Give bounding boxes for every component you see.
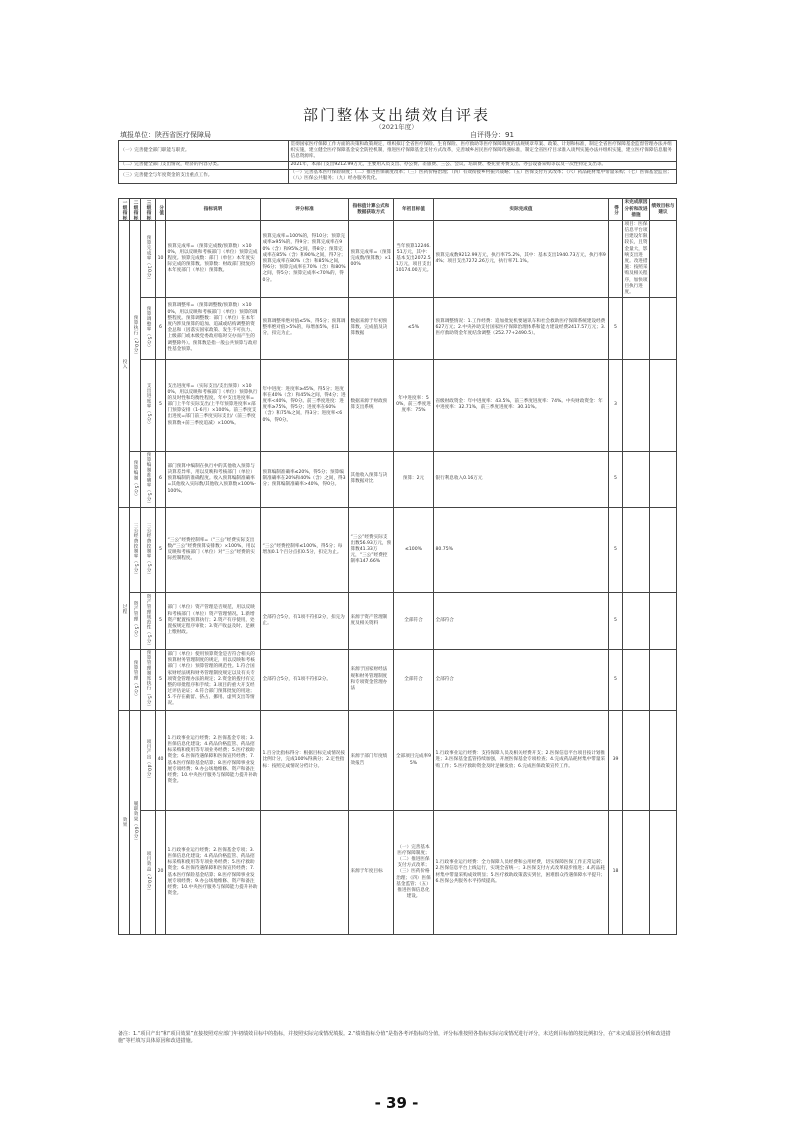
weight-cell: 10: [156, 221, 166, 297]
explain-cell: 1.行政事业运行经费；2.医保基金专项；3.医保信息化建设；4.药品价格监管、药品招标采购和使用等专项业务经费；5.医疗救助资金；6.医保待遇保障和医保宣传经费；7.基本医疗保险基金结算；8.医疗保障事业发展专项经费；9.办公场地维修、资产和备注经费；10.中央医疗服务与保障能力提升补助资金。: [166, 711, 261, 811]
explain-cell: 1.行政事业运行经费；2.医保基金专项；3.医保信息化建设；4.药品价格监管、药品招标采购和使用等专项业务经费；5.医疗救助资金；6.医保待遇保障和医保宣传经费；7.基本医疗保险基金结算；8.医疗保障事业发展专项经费；9.办公场地维修、资产和备注经费；10.中央医疗服务与保障能力提升补助资金。: [166, 811, 261, 935]
source-cell: 来源于年度目标: [349, 811, 394, 935]
standard-cell: 预算调整率绝对值≤5%，得5分；预算调整率绝对值>5%的，每增加5%，扣1分，扣完为止。: [261, 297, 349, 359]
info-row: [119, 141, 677, 162]
advice-cell: [650, 221, 677, 297]
level1-cell: 效果: [119, 711, 130, 935]
reason-cell: [623, 451, 650, 507]
header-source: 指标值计算公式和数据获取方式: [349, 199, 394, 221]
advice-cell: [650, 297, 677, 359]
actual-cell: 全部符合: [434, 593, 609, 649]
info-label: （三）完善健全与年度资金的支出重点工作。: [119, 169, 289, 183]
level1-cell: 投入: [119, 221, 130, 508]
actual-cell: 全部符合: [434, 649, 609, 711]
score-cell: 5: [609, 593, 623, 649]
reason-cell: 项目：医保信息平台项目建设年限较长，且资金量大，影响支出进度。改进措施：按照采购及相关程序，加快项目执行进度。: [623, 221, 650, 297]
target-cell: 全部符合: [394, 593, 434, 649]
score-cell: 5: [609, 451, 623, 507]
level3-cell: 预算完成率（10分）: [141, 221, 156, 297]
table-row: [119, 593, 677, 649]
explain-cell: 部门（单位）使用预算资金是否符合相关的预算财务管理制度的规定，用以反映和考核部门（单位）预算管理的规范性。1.符合国家财经法规和财务管理制度规定以及有关专项资金管理办法的规定；2.资金的拨付有完整的审批程序和手续；3.项目的重大开支经过评估论证；4.符合部门预算批复的用途；5.不存在截留、挤占、挪用、虚列支出等情况。: [166, 649, 261, 711]
source-cell: 来源于国家财经法规和财务管理制度和专项资金管理办法: [349, 649, 394, 711]
table-row: [119, 297, 677, 359]
level3-cell: 资产管理规范性（5分）: [141, 593, 156, 649]
level2-cell: 履职效果（60分）: [130, 711, 141, 935]
reason-cell: [623, 649, 650, 711]
level3-cell: 预算管理制度执行（5分）: [141, 649, 156, 711]
source-cell: 其他收入预算与决算数据对比: [349, 451, 394, 507]
score-cell: [609, 221, 623, 297]
actual-cell: 1.行政事业运行经费：全力保障人员经费和公用经费，切实保障医保工作正常运转；2.医保信息平台上线运行，实现全省统一；3.医保支付方式改革稳步推进；4.药品耗材集中带量采购成效明显；5.医疗救助政策落实到位，困难群众待遇保障水平提升；6.医保公共服务水平持续提高。: [434, 811, 609, 935]
level3-cell: 项目效益（20分）: [141, 811, 156, 935]
actual-cell: 省级财政资金：年中进度率：43.5%，前三季度进度率：74%。中央财政资金：年中进度率：32.71%，前三季度进度率：30.31%。: [434, 359, 609, 451]
explain-cell: 预算完成率=（预算完成数/预算数）×100%，用以反映和考核部门（单位）预算完成程度。预算完成数：部门（单位）本年度实际完成的预算数。预算数：财政部门批复的本年度部门（单位）预算数。: [166, 221, 261, 297]
advice-cell: [650, 593, 677, 649]
score-cell: 18: [609, 811, 623, 935]
score-cell: 39: [609, 711, 623, 811]
info-value: 2021年，本部门支出9212.99万元，主要用入员支出、办公费、差旅费、三公、会议、培训费、委托业务费支出、办公设备采购等以及一次性特定支出等。: [289, 161, 677, 169]
weight-cell: 5: [156, 593, 166, 649]
header-explain: 指标说明: [166, 199, 261, 221]
unit-label: 填报单位：陕西省医疗保障局: [120, 131, 211, 139]
header-target: 年初目标值: [394, 199, 434, 221]
source-cell: 来源于部门年度绩效报告: [349, 711, 394, 811]
actual-cell: 银行利息收入0.16万元: [434, 451, 609, 507]
level3-cell: 预算调整率（5分）: [141, 297, 156, 359]
target-cell: ≤5%: [394, 297, 434, 359]
reason-cell: [623, 593, 650, 649]
header-weight: 分值: [156, 199, 166, 221]
header-standard: 评分标准: [261, 199, 349, 221]
target-cell: 全部符合: [394, 649, 434, 711]
header-row: [119, 199, 677, 221]
target-cell: （一）完善基本医疗保障制度；（二）推进医保支付方式改革；（三）医药价格治理；（四）医保基金监管；（五）推进医保信息化建设。: [394, 811, 434, 935]
actual-cell: 预算完成数9212.99万元，执行率75.2%，其中：基本支出1940.73万元，执行率94%；项目支出7272.26万元，执行率71.1%。: [434, 221, 609, 297]
reason-cell: [623, 297, 650, 359]
info-row: [119, 169, 677, 183]
target-cell: 预算：2元: [394, 451, 434, 507]
source-cell: 预算完成率=（预算完成数/预算数）×100%: [349, 221, 394, 297]
explain-cell: 部门预算中编制在执行中的其他收入预算与决算差异率，用以反映和考核部门（单位）预算编制的准确程度。收入预算编制准确率=其他收入实际数/其他收入预算数×100%-100%。: [166, 451, 261, 507]
level3-cell: 项目产出（40分）: [141, 711, 156, 811]
reason-cell: [623, 811, 650, 935]
actual-cell: 1.行政事业运行经费：支持保障人员及相关经费开支；2.医保信息平台项目按计划推进；3.医保基金监管持续加强，开展医保基金专项检查；4.完成药品耗材集中带量采购工作；5.医疗救助资金及时足额发放；6.完成医保政策宣传工作。: [434, 711, 609, 811]
explain-cell: 部门（单位）资产管理是否规范，用以反映和考核部门（单位）资产管理情况。1.新增资产配置按预算执行；2.资产有序使用，处置按规定程序审批；3.资产收益及时、足额上缴财政。: [166, 593, 261, 649]
info-value: 贯彻国家医疗保障工作方面的决策和政策规定，组织拟订全省医疗保险、生育保险、医疗救助等医疗保障制度的法规规章草案、政策、计划和标准，制定全省医疗保障基金监督管理办法并组织实施，建立健全医疗保障基金安全防控机制，推进医疗保障基金支付方式改革，完善城乡居民医疗保障待遇标准，制定全省医疗目录准入谈判实施办法并组织实施，建立医疗保障信息服务信息资源库。: [289, 141, 677, 162]
weight-cell: 5: [156, 508, 166, 593]
info-row: [119, 161, 677, 169]
reason-cell: [623, 508, 650, 593]
explain-cell: 支出进度率=（实际支出/支出预算）×100%，用以反映和考核部门（单位）预算执行的及时性和均衡性程度。年中支出进度率=部门上半年实际支出/上半年预算进度率×部门预算安排（1-6月）×100%。前三季度支出进度=部门前三季度实际支出/（前三季度预算数+前三季度追减）×100%。: [166, 359, 261, 451]
source-cell: 数据来源于年初预算数、完成值及决算数据: [349, 297, 394, 359]
level2-cell: 预算编制（5分）: [130, 451, 141, 507]
header-actual: 实际完成值: [434, 199, 609, 221]
explain-cell: “三公”经费控制率=（“三公”经费实际支出数/“三公”经费预算安排数）×100%，用以反映和考核部门（单位）对“三公”经费的实际控制程度。: [166, 508, 261, 593]
reason-cell: [623, 711, 650, 811]
level3-cell: 支出进度率（5分）: [141, 359, 156, 451]
page-number: - 39 -: [374, 1094, 419, 1112]
page-title: 部门整体支出绩效自评表: [302, 106, 490, 124]
standard-cell: 全部符合5分，有1项不符扣2分。: [261, 649, 349, 711]
score-cell: 5: [609, 508, 623, 593]
advice-cell: [650, 508, 677, 593]
target-cell: 年中进度率：50%，前三季度进度率：75%: [394, 359, 434, 451]
header-l2: 二级指标: [130, 199, 141, 221]
source-cell: “三公”经费实际支出数56.93万元，预算数41.33万元，“三公”经费控制率147.66%: [349, 508, 394, 593]
table-row: [119, 649, 677, 711]
standard-cell: “三公”经费控制率≤100%，得5分；每增加0.1个百分点扣0.5分，扣完为止。: [261, 508, 349, 593]
source-cell: 数据来源于财政预算支出系统: [349, 359, 394, 451]
standard-cell: 1.百分比指标得分：根据目标完成情况按比例计分，完成100%得满分；2.定性指标：按照完成情况分档计分。: [261, 711, 349, 811]
info-table: [118, 140, 677, 184]
standard-cell: 年中进度：进度率≥45%，得5分；进度率在40%（含）和45%之间，得4分；进度率<40%，得0分。前三季度进度：进度率≥75%，得5分；进度率在60%（含）和75%之间，得3分；进度率<60%，得0分。: [261, 359, 349, 451]
target-cell: 当年预算12246.51万元，其中：基本支出2072.51万元，项目支出10174.00万元。: [394, 221, 434, 297]
target-cell: ≤100%: [394, 508, 434, 593]
header-advice: 绩效目标与建议: [650, 199, 677, 221]
info-value: （一）完善基本医疗保险制度；（二）推进医保制度改革；（三）医药价格治理；（四）有效衔接乡村振兴战略；（五）医保支付方式改革；（六）药品耗材集中带量采购；（七）医保基金监管；（八）医保公共服务；（九）经办服务优化。: [289, 169, 677, 183]
header-score: 得分: [609, 199, 623, 221]
standard-cell: [261, 811, 349, 935]
weight-cell: 5: [156, 649, 166, 711]
actual-cell: 80.75%: [434, 508, 609, 593]
header-l1: 一级指标: [119, 199, 130, 221]
level1-cell: 过程: [119, 508, 130, 711]
indicator-table: [118, 198, 677, 935]
level2-cell: 资产管理（5分）: [130, 593, 141, 649]
info-label: （二）完善健全部门支出情况，经济的内容分类。: [119, 161, 289, 169]
actual-cell: 预算调整情况：1.工作经费：追加批复机要通讯车和社会救助医疗保障系统建设经费627万元；2.中央补助支付国家医疗保障治理体系和能力建设经费2417.57万元；3.医疗救助资金年度结余调整（252.77+2490.5）。: [434, 297, 609, 359]
score-cell: 5: [609, 649, 623, 711]
header-reason: 未完成原因分析和改进措施: [623, 199, 650, 221]
table-row: [119, 711, 677, 811]
weight-cell: 6: [156, 297, 166, 359]
standard-cell: 预算编制准确率≤20%，得5分；预算编制准确率在20%和40%（含）之间，得3分；预算编制准确率>40%，得0分。: [261, 451, 349, 507]
table-row: [119, 221, 677, 297]
weight-cell: 6: [156, 451, 166, 507]
advice-cell: [650, 711, 677, 811]
explain-cell: 预算调整率=（预算调整数/预算数）×100%，用以反映和考核部门（单位）预算的调整程度。预算调整数：部门（单位）在本年度内涉及预算的追加、追减或结构调整的资金总和（因落实国家政策、发生不可抗力、上级部门或本级党委政府临时交办而产生的调整除外）。预算数是指一般公共预算与政府性基金预算。: [166, 297, 261, 359]
weight-cell: 40: [156, 711, 166, 811]
level3-cell: 预算编制准确率（5分）: [141, 451, 156, 507]
level3-cell: 三公经费控制率（5分）: [141, 508, 156, 593]
score-cell: 3: [609, 359, 623, 451]
advice-cell: [650, 649, 677, 711]
table-row: [119, 451, 677, 507]
info-label: （一）完善健全部门职能与职责。: [119, 141, 289, 162]
standard-cell: 预算完成率=100%的，得10分；预算完成率≥95%的，得9分；预算完成率在90%（含）和95%之间，得8分；预算完成率在85%（含）和90%之间，得7分；预算完成率在80%（含）和85%之间，得6分；预算完成率在70%（含）和80%之间，得5分；预算完成率<70%的，得0分。: [261, 221, 349, 297]
level2-cell: 三公经费控制率（5分）: [130, 508, 141, 593]
target-cell: 全部项目完成率95%: [394, 711, 434, 811]
score-cell: 5: [609, 297, 623, 359]
page-year: （2021年度）: [375, 123, 418, 131]
level2-cell: 预算管理（5分）: [130, 649, 141, 711]
score-label: 自评得分：91: [470, 131, 514, 139]
advice-cell: [650, 811, 677, 935]
standard-cell: 全部符合5分，有1项不符扣2分，扣完为止。: [261, 593, 349, 649]
advice-cell: [650, 359, 677, 451]
advice-cell: [650, 451, 677, 507]
header-l3: 三级指标: [141, 199, 156, 221]
table-row: [119, 359, 677, 451]
reason-cell: [623, 359, 650, 451]
table-row: [119, 508, 677, 593]
level2-cell: 预算执行（20分）: [130, 221, 141, 451]
weight-cell: 5: [156, 359, 166, 451]
weight-cell: 20: [156, 811, 166, 935]
source-cell: 来源于资产管理制度及相关资料: [349, 593, 394, 649]
table-row: [119, 811, 677, 935]
footnote: 备注：1.“项目产出”和“项目效果”直接按照对应部门年初绩效目标中的指标，并按照实际完成情况填报。2.“绩效指标分值”是指各考评指标的分值，评分标准按照各指标实际完成情况进行评分，未达到目标值的按比例扣分，在“未完成原因分析和改进措施”等栏填写具体原因和改进措施。: [118, 1031, 671, 1044]
